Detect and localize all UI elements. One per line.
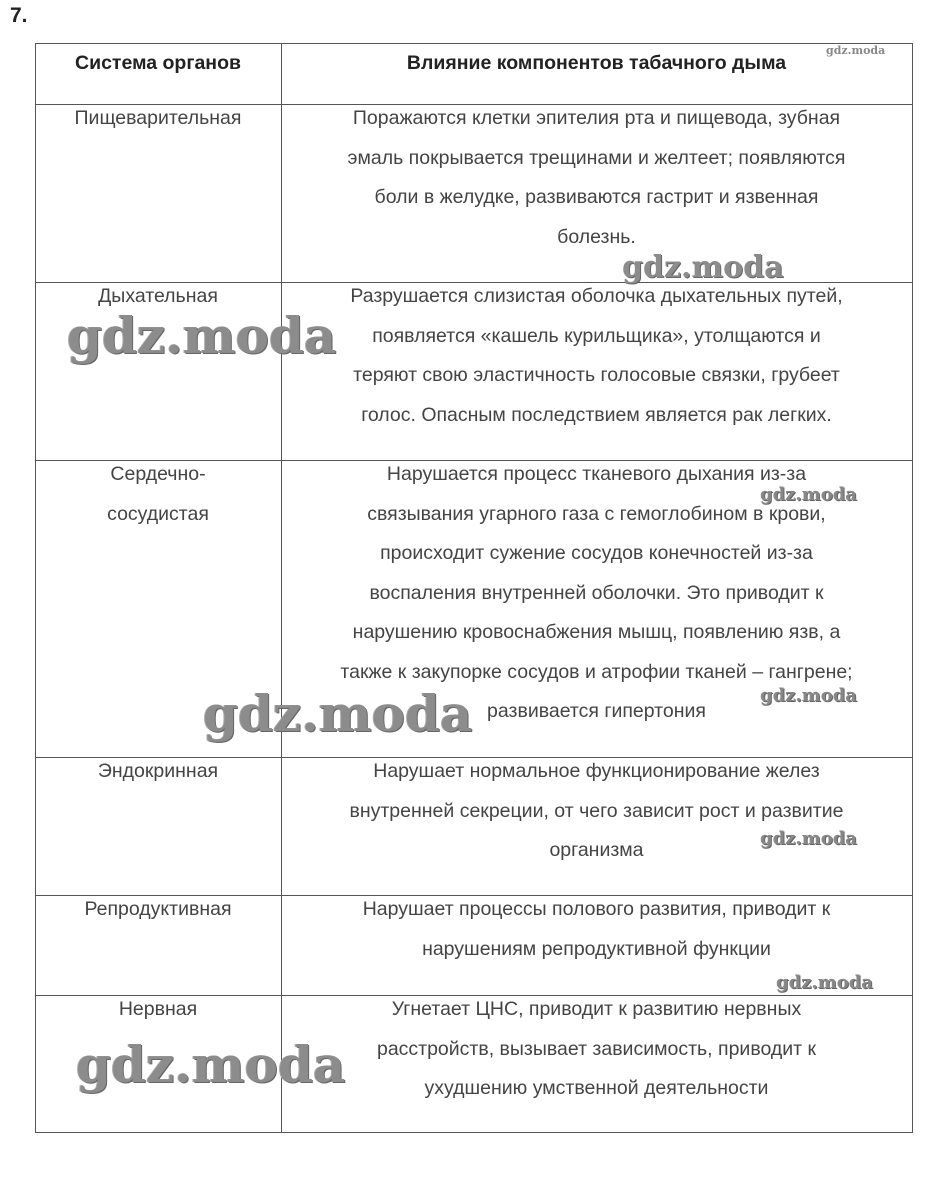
task-number: 7. <box>10 4 28 27</box>
row-influence-nervous: Угнетает ЦНС, приводит к развитию нервных расстройств, вызывает зависимость, приводит к ухудшению умственной деятельности <box>376 998 817 1099</box>
row-influence-reproductive: Нарушает процессы полового развития, приводит к нарушениям репродуктивной функции <box>362 898 831 960</box>
watermark: gdz.moda <box>760 484 857 505</box>
organ-systems-table <box>35 43 913 1133</box>
row-system-cardiovascular: Сердечно- сосудистая <box>107 463 209 525</box>
watermark: gdz.moda <box>67 306 337 365</box>
watermark: gdz.moda <box>760 828 857 849</box>
row-influence-respiratory: Разрушается слизистая оболочка дыхательных путей, появляется «кашель курильщика», утолщаются и теряют свою эластичность голосовые связки, грубеет голос. Опасным последствием является рак легких. <box>350 285 843 426</box>
row-influence-cardiovascular: Нарушается процесс тканевого дыхания из-за связывания угарного газа с гемоглобином в крови, происходит сужение сосудов конечностей из-за воспаления внутренней оболочки. Это приводит к нарушению кровоснабжения мышц, появлению язв, а также к закупорке сосудов и атрофии тканей – гангрене; развивается гипертония <box>340 463 853 722</box>
watermark: gdz.moda <box>76 1035 346 1094</box>
header-system: Система органов <box>75 52 241 74</box>
row-influence-endocrine: Нарушает нормальное функционирование желез внутренней секреции, от чего зависит рост и развитие организма <box>349 760 844 861</box>
watermark: gdz.moda <box>776 972 873 993</box>
watermark: gdz.moda <box>760 685 857 706</box>
watermark: gdz.moda <box>622 250 784 285</box>
row-system-reproductive: Репродуктивная <box>84 898 232 920</box>
row-influence-digestive: Поражаются клетки эпителия рта и пищевода, зубная эмаль покрывается трещинами и желтеет; появляются боли в желудке, развиваются гастрит и язвенная болезнь. <box>347 107 846 248</box>
watermark: gdz.moda <box>203 684 473 743</box>
row-system-nervous: Нервная <box>118 998 198 1020</box>
row-system-digestive: Пищеварительная <box>74 107 242 129</box>
row-system-endocrine: Эндокринная <box>97 760 219 782</box>
row-system-respiratory: Дыхательная <box>98 285 218 307</box>
watermark: gdz.moda <box>826 44 886 57</box>
header-influence: Влияние компонентов табачного дыма <box>406 52 787 74</box>
